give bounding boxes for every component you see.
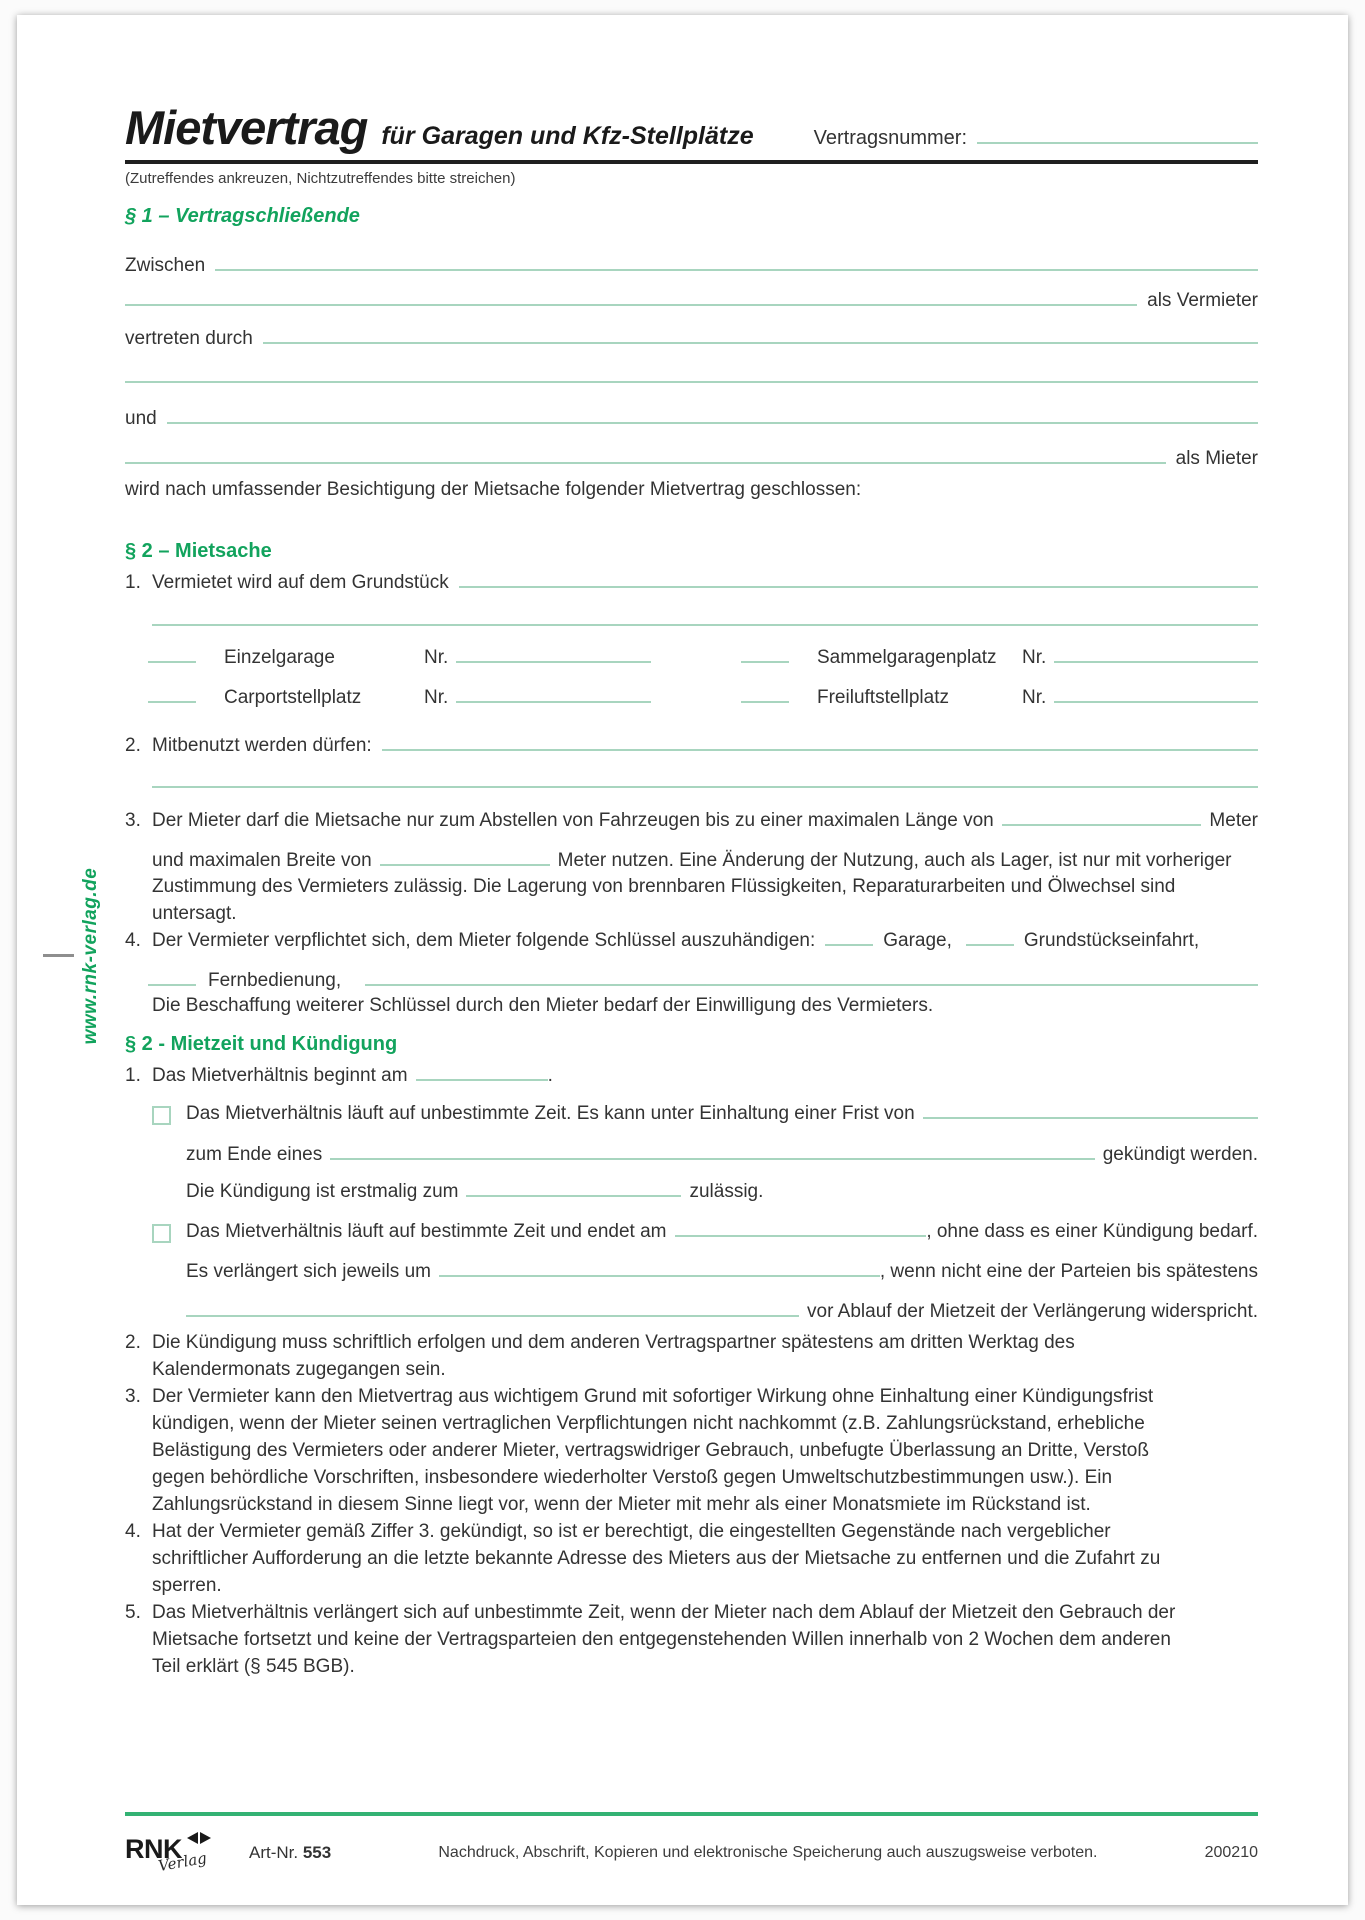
- unbefristet-checkbox[interactable]: [152, 1106, 171, 1125]
- vertreten-durch-field-2[interactable]: [125, 366, 1258, 383]
- befristet-checkbox[interactable]: [152, 1224, 171, 1243]
- zulaessig-label: zulässig.: [689, 1181, 764, 1202]
- vertreten-durch-label: vertreten durch: [125, 328, 253, 349]
- erstmalig-label: Die Kündigung ist erstmalig zum: [186, 1181, 459, 1202]
- paragraph-lines: [152, 1383, 1258, 1518]
- contract-number-group: [814, 127, 1258, 150]
- mitbenutzung-row: [125, 734, 1258, 760]
- section1-heading: § 1 – Vertragschließende: [125, 205, 360, 227]
- footer-row: [125, 1834, 1258, 1876]
- carportstellplatz-label: Carportstellplatz: [224, 687, 362, 708]
- einzelgarage-mark-field[interactable]: [148, 646, 196, 663]
- verlaengerung-unbestimmt-para: [125, 1599, 1258, 1680]
- freiluftstellplatz-label: Freiluftstellplatz: [817, 687, 949, 708]
- form-row-vermieter: [125, 289, 1258, 315]
- paragraph-line: Kalendermonats zugegangen sein.: [152, 1359, 446, 1380]
- nr-label: Nr.: [1022, 647, 1047, 668]
- unbefristet-row: [125, 1102, 1258, 1128]
- rnk-verlag-logo: [125, 1834, 245, 1876]
- form-row-mieter: [125, 447, 1258, 473]
- zwischen-label: Zwischen: [125, 255, 206, 276]
- page-subtitle: für Garagen und Kfz-Stellplätze: [381, 122, 754, 150]
- paragraph-line: Belästigung des Vermieters oder anderer Mieter, vertragswidriger Gebrauch, unbefugte Überlassung an Dritte, Verstoß: [152, 1440, 1149, 1461]
- grundstueck-row-2: [125, 609, 1258, 635]
- page-title: Mietvertrag: [125, 101, 368, 154]
- period: .: [547, 1065, 553, 1086]
- instruction-note: (Zutreffendes ankreuzen, Nichtzutreffendes bitte streichen): [125, 170, 516, 187]
- max-breite-field[interactable]: [380, 849, 550, 866]
- und-label: und: [125, 408, 157, 429]
- einzelgarage-nr-field[interactable]: [456, 646, 651, 663]
- grundstueck-label: Vermietet wird auf dem Grundstück: [152, 572, 449, 593]
- mitbenutzung-field-2[interactable]: [152, 771, 1258, 788]
- nutzung-text-3: Meter nutzen. Eine Änderung der Nutzung, auch als Lager, ist nur mit vorheriger: [557, 850, 1232, 871]
- contract-page: [17, 15, 1348, 1905]
- paragraph-lines: [152, 1329, 1258, 1383]
- paragraph-line: Teil erklärt (§ 545 BGB).: [152, 1656, 355, 1677]
- zum-ende-label: zum Ende eines: [186, 1144, 323, 1165]
- mietbeginn-label: Das Mietverhältnis beginnt am: [152, 1065, 408, 1086]
- paragraph-line: schriftlicher Aufforderung an die letzte bekannte Adresse des Mieters aus der Mietsache zu entfernen und die Zufahrt zu: [152, 1548, 1161, 1569]
- brand-sub-name: Verlag: [156, 1848, 209, 1876]
- befristet-row: [125, 1220, 1258, 1246]
- schluessel-garage-count-field[interactable]: [825, 929, 873, 946]
- form-row-zwischen: [125, 254, 1258, 280]
- paragraph-line: kündigen, wenn der Mieter seinen vertraglichen Verpflichtungen nicht nachkommt (z.B. Zahlungsrückstand, erhebliche: [152, 1413, 1145, 1434]
- garage-options-row-2: [125, 686, 1258, 712]
- sammelgaragenplatz-mark-field[interactable]: [741, 646, 789, 663]
- nr-label: Nr.: [1022, 687, 1047, 708]
- mieter-name-field-1[interactable]: [167, 407, 1258, 424]
- mitbenutzung-label: Mitbenutzt werden dürfen:: [152, 735, 372, 756]
- schluessel-row-1: [125, 929, 1258, 955]
- freiluftstellplatz-nr-field[interactable]: [1054, 686, 1258, 703]
- paragraph-line: gegen behördliche Vorschriften, insbesondere wiederholter Verstoß gegen Umweltschutzbestimmungen usw.). Ein: [152, 1467, 1113, 1488]
- einzelgarage-label: Einzelgarage: [224, 647, 335, 668]
- sammelgaragenplatz-label: Sammelgaragenplatz: [817, 647, 997, 668]
- vermieter-name-field-1[interactable]: [215, 254, 1258, 271]
- erstmalig-row: [125, 1180, 1258, 1206]
- header-rule: [125, 160, 1258, 164]
- max-laenge-field[interactable]: [1002, 809, 1202, 826]
- paragraph-line: Der Vermieter kann den Mietvertrag aus wichtigem Grund mit sofortiger Wirkung ohne Einhaltung einer Kündigungsfrist: [152, 1386, 1154, 1407]
- grundstueck-field-2[interactable]: [152, 609, 1258, 626]
- kuendigungsfrist-field[interactable]: [923, 1102, 1258, 1119]
- paragraph-line: sperren.: [152, 1575, 222, 1596]
- erstmalig-zum-field[interactable]: [466, 1180, 681, 1197]
- paragraph-line: Hat der Vermieter gemäß Ziffer 3. gekündigt, so ist er berechtigt, die eingestellten Gegenstände nach vergeblicher: [152, 1521, 1111, 1542]
- brand-name: RNK: [125, 1834, 182, 1864]
- mietbeginn-row: [125, 1064, 1258, 1090]
- befristet-text-2: , ohne dass es einer Kündigung bedarf.: [926, 1221, 1258, 1242]
- verlaengerung-row: [125, 1260, 1258, 1286]
- mitbenutzung-field-1[interactable]: [382, 734, 1258, 751]
- fristlose-kuendigung-para: [125, 1383, 1258, 1518]
- contract-number-label: Vertragsnummer:: [813, 127, 968, 149]
- widerspruch-text: vor Ablauf der Mietzeit der Verlängerung widerspricht.: [807, 1301, 1258, 1322]
- grundstueck-row: [125, 571, 1258, 597]
- section3-heading: § 2 - Mietzeit und Kündigung: [125, 1033, 398, 1055]
- item-number: 3.: [125, 1386, 141, 1407]
- schluessel-text: Der Vermieter verpflichtet sich, dem Mieter folgende Schlüssel auszuhändigen:: [152, 930, 816, 951]
- nr-label: Nr.: [424, 687, 449, 708]
- vertreten-durch-field-1[interactable]: [263, 327, 1258, 344]
- schluessel-row-2: [125, 969, 1258, 995]
- als-mieter-label: als Mieter: [1175, 448, 1258, 469]
- intro-row: [125, 479, 1258, 505]
- footer: [125, 1812, 1258, 1876]
- grundstueck-field-1[interactable]: [459, 571, 1258, 588]
- header: [125, 100, 1258, 155]
- item-number: 4.: [125, 1521, 141, 1542]
- meter-label: Meter: [1209, 810, 1258, 831]
- nutzung-text-5: untersagt.: [152, 903, 237, 924]
- nutzung-row-2: [125, 849, 1258, 875]
- nutzung-text-1: Der Mieter darf die Mietsache nur zum Abstellen von Fahrzeugen bis zu einer maximalen Länge von: [152, 810, 994, 831]
- ende-eines-field[interactable]: [330, 1143, 1094, 1160]
- article-number-label: Art-Nr.: [249, 1843, 299, 1862]
- paragraph-line: Mietsache fortsetzt und keine der Vertragsparteien den entgegenstehenden Willen innerhalb von 2 Wochen dem anderen: [152, 1629, 1171, 1650]
- schluessel-einfahrt-count-field[interactable]: [966, 929, 1014, 946]
- garage-options-row-1: [125, 646, 1258, 672]
- nutzung-row-3: [125, 876, 1258, 902]
- nutzung-text-2: und maximalen Breite von: [152, 850, 372, 871]
- publisher-url-vertical: www.rnk-verlag.de: [80, 867, 101, 1045]
- intro-text: wird nach umfassender Besichtigung der Mietsache folgender Mietvertrag geschlossen:: [125, 479, 862, 500]
- gekuendigt-label: gekündigt werden.: [1102, 1144, 1258, 1165]
- paragraph-line: Das Mietverhältnis verlängert sich auf unbestimmte Zeit, wenn der Mieter nach dem Ablauf der Mietzeit den Gebrauch der: [152, 1602, 1176, 1623]
- item-number: 5.: [125, 1602, 141, 1623]
- form-row-vertreten: [125, 327, 1258, 353]
- item-number: 1.: [125, 1065, 141, 1086]
- mitbenutzung-row-2: [125, 771, 1258, 797]
- verlaengerung-label: Es verlängert sich jeweils um: [186, 1261, 431, 1282]
- article-number: [249, 1843, 331, 1863]
- als-vermieter-label: als Vermieter: [1147, 290, 1258, 311]
- widerspruch-frist-field[interactable]: [186, 1300, 799, 1317]
- form-revision-code: 200210: [1204, 1844, 1258, 1861]
- form-row-und: [125, 407, 1258, 433]
- vermieter-name-field-2[interactable]: [125, 289, 1137, 306]
- form-row-vertreten-2: [125, 366, 1258, 392]
- nr-label: Nr.: [424, 647, 449, 668]
- unbefristet-text: Das Mietverhältnis läuft auf unbestimmte Zeit. Es kann unter Einhaltung einer Frist von: [186, 1103, 915, 1124]
- section2-heading: § 2 – Mietsache: [125, 540, 272, 562]
- item-number: 4.: [125, 930, 141, 951]
- item-number: 2.: [125, 1332, 141, 1353]
- article-number-value: 553: [302, 1843, 332, 1862]
- schluessel-row-3: [125, 995, 1258, 1021]
- copyright-disclaimer: Nachdruck, Abschrift, Kopieren und elektronische Speicherung auch auszugsweise verboten.: [438, 1844, 1098, 1861]
- kuendigung-schriftlich-para: [125, 1329, 1258, 1383]
- widerspruch-row: [125, 1300, 1258, 1326]
- freiluftstellplatz-mark-field[interactable]: [741, 686, 789, 703]
- paragraph-lines: [152, 1599, 1258, 1680]
- rnk-flag-icon: [187, 1832, 213, 1846]
- schluessel-fernbedienung-label: Fernbedienung,: [208, 970, 342, 991]
- paragraph-lines: [152, 1518, 1258, 1599]
- verlaengerung-field[interactable]: [439, 1260, 880, 1277]
- nutzung-text-4: Zustimmung des Vermieters zulässig. Die Lagerung von brennbaren Flüssigkeiten, Reparaturarbeiten und Ölwechsel sind: [152, 876, 1176, 897]
- schluessel-closing-text: Die Beschaffung weiterer Schlüssel durch den Mieter bedarf der Einwilligung des Vermieters.: [152, 995, 934, 1016]
- zum-ende-row: [125, 1143, 1258, 1169]
- paragraph-line: Die Kündigung muss schriftlich erfolgen und dem anderen Vertragspartner spätestens am dritten Werktag des: [152, 1332, 1075, 1353]
- schluessel-sonstige-field[interactable]: [365, 969, 1258, 986]
- schluessel-einfahrt-label: Grundstückseinfahrt,: [1023, 930, 1200, 951]
- carportstellplatz-nr-field[interactable]: [456, 686, 651, 703]
- gegenstaende-para: [125, 1518, 1258, 1599]
- verlaengerung-text-2: , wenn nicht eine der Parteien bis spätestens: [879, 1261, 1258, 1282]
- page-content: [17, 15, 1348, 1680]
- sammelgaragenplatz-nr-field[interactable]: [1054, 646, 1258, 663]
- paragraph-line: Zahlungsrückstand in diesem Sinne liegt vor, wenn der Mieter mit mehr als einer Monatsmiete im Rückstand ist.: [152, 1494, 1091, 1515]
- befristet-text: Das Mietverhältnis läuft auf bestimmte Zeit und endet am: [186, 1221, 667, 1242]
- contract-number-field[interactable]: [977, 127, 1258, 144]
- carportstellplatz-mark-field[interactable]: [148, 686, 196, 703]
- schluessel-fernbedienung-count-field[interactable]: [148, 969, 196, 986]
- item-number: 1.: [125, 572, 141, 593]
- nutzung-row-4: [125, 903, 1258, 929]
- nutzung-row-1: [125, 809, 1258, 835]
- item-number: 3.: [125, 810, 141, 831]
- schluessel-garage-label: Garage,: [883, 930, 952, 951]
- mietbeginn-field[interactable]: [416, 1064, 548, 1081]
- item-number: 2.: [125, 735, 141, 756]
- mieter-name-field-2[interactable]: [125, 447, 1166, 464]
- footer-rule: [125, 1812, 1258, 1816]
- endet-am-field[interactable]: [675, 1220, 927, 1237]
